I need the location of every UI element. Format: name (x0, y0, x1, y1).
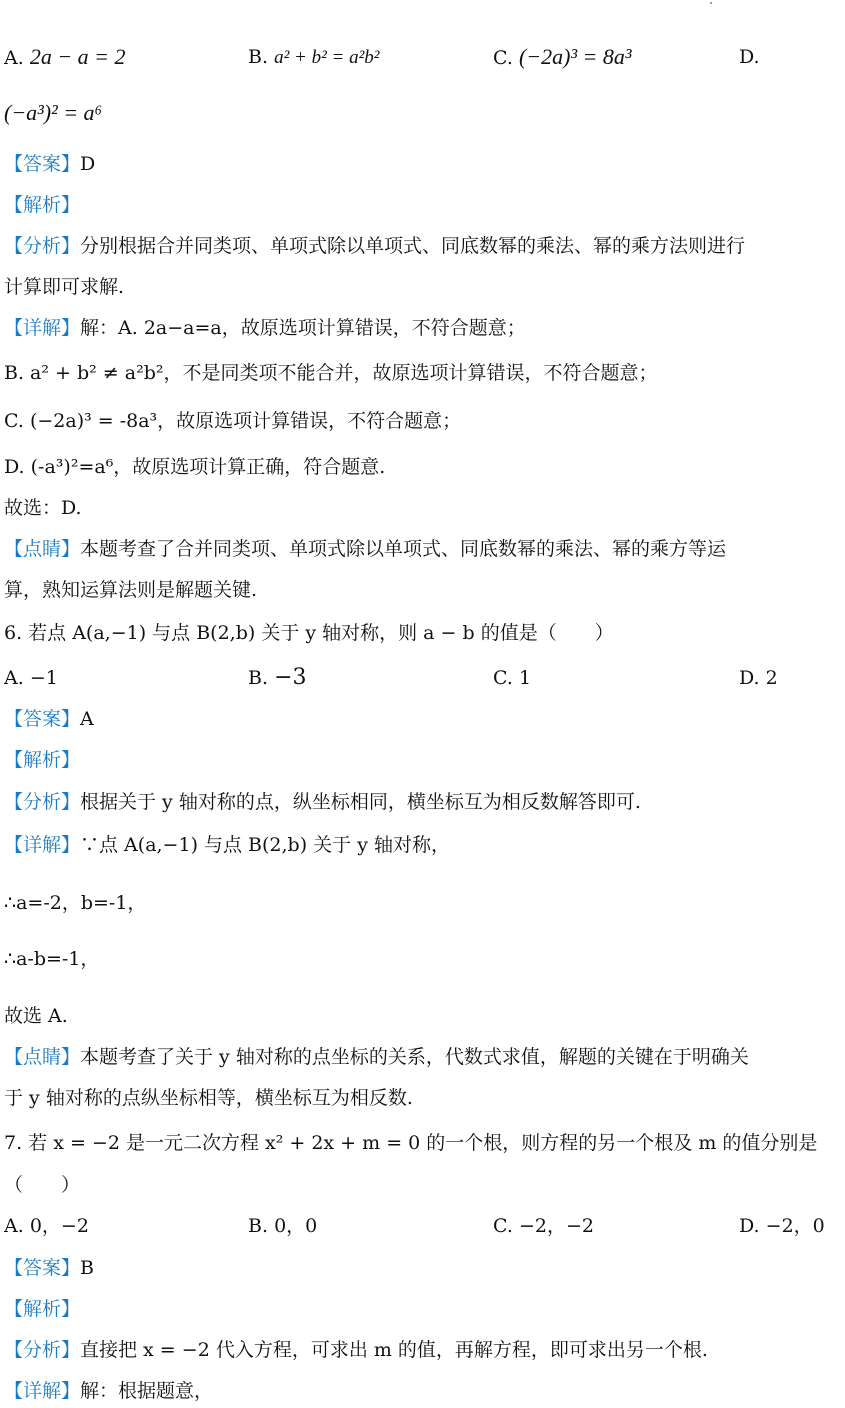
answer-tag: 【答案】 (4, 708, 81, 730)
xiangjie-tag: 【详解】 (4, 834, 81, 856)
q5-xiangjie: 【详解】解：A. 2a−a=a，故原选项计算错误，不符合题意； (4, 317, 526, 339)
q6-option-c[interactable]: C. 1 (493, 667, 532, 689)
q6-choice: 故选 A. (4, 1005, 68, 1027)
xiangjie-tag: 【详解】 (4, 1380, 81, 1402)
q5-analysis-tag: 【解析】 (4, 194, 81, 216)
fenxi-tag: 【分析】 (4, 1339, 81, 1361)
q5-fenxi-cont: 计算即可求解. (4, 276, 125, 298)
q7-stem: 7. 若 x = −2 是一元二次方程 x² + 2x + m = 0 的一个根，则方程的另一个根及 m 的值分别是 (4, 1132, 818, 1154)
q6-step2: ∴a-b=-1， (4, 948, 100, 970)
scan-speck (710, 2, 712, 4)
q5-choice: 故选：D. (4, 497, 82, 519)
fenxi-tag: 【分析】 (4, 235, 81, 257)
answer-tag: 【答案】 (4, 1257, 81, 1279)
q7-fenxi: 【分析】直接把 x = −2 代入方程，可求出 m 的值，再解方程，即可求出另一个根. (4, 1339, 708, 1361)
q7-option-d[interactable]: D. −2，0 (739, 1215, 825, 1237)
q7-stem-cont: （ ） (4, 1174, 81, 1196)
q6-stem: 6. 若点 A(a,−1) 与点 B(2,b) 关于 y 轴对称，则 a − b 的值是（ ） (4, 622, 614, 644)
q5-answer: 【答案】D (4, 153, 96, 175)
q6-analysis-tag: 【解析】 (4, 749, 81, 771)
q5-line-b: B. a² + b² ≠ a²b²，不是同类项不能合并，故原选项计算错误，不符合题意； (4, 362, 658, 384)
q7-option-a[interactable]: A. 0，−2 (4, 1215, 89, 1237)
dianjing-tag: 【点睛】 (4, 538, 81, 560)
q5-line-c: C. (−2a)³ = -8a³，故原选项计算错误，不符合题意； (4, 410, 462, 432)
q6-dianjing: 【点睛】本题考查了关于 y 轴对称的点坐标的关系，代数式求值，解题的关键在于明确关 (4, 1046, 749, 1068)
q6-step1: ∴a=-2，b=-1， (4, 892, 147, 914)
q5-option-a[interactable]: A. 2a − a = 2 (4, 44, 126, 69)
q7-answer: 【答案】B (4, 1257, 94, 1279)
q7-option-b[interactable]: B. 0，0 (248, 1215, 318, 1237)
q5-line-d: D. (-a³)²=a⁶，故原选项计算正确，符合题意. (4, 456, 386, 478)
q5-option-c[interactable]: C. (−2a)³ = 8a³ (493, 44, 632, 69)
q5-dianjing-cont: 算，熟知运算法则是解题关键. (4, 579, 258, 601)
q6-option-d[interactable]: D. 2 (739, 667, 778, 689)
q7-option-c[interactable]: C. −2，−2 (493, 1215, 594, 1237)
q5-option-b[interactable]: B. a² + b² = a²b² (248, 46, 380, 68)
q6-answer: 【答案】A (4, 708, 94, 730)
answer-tag: 【答案】 (4, 153, 81, 175)
q5-option-d[interactable]: D. (739, 46, 760, 68)
q6-option-a[interactable]: A. −1 (4, 667, 58, 689)
xiangjie-tag: 【详解】 (4, 317, 81, 339)
q7-analysis-tag: 【解析】 (4, 1298, 81, 1320)
fenxi-tag: 【分析】 (4, 791, 81, 813)
q6-option-b[interactable]: B. −3 (248, 665, 307, 690)
q7-xiangjie: 【详解】解：根据题意， (4, 1380, 214, 1402)
q6-xiangjie: 【详解】∵点 A(a,−1) 与点 B(2,b) 关于 y 轴对称， (4, 834, 450, 856)
q5-dianjing: 【点睛】本题考查了合并同类项、单项式除以单项式、同底数幂的乘法、幂的乘方等运 (4, 538, 727, 560)
q5-option-d-expression: (−a³)² = a⁶ (4, 100, 103, 125)
q6-fenxi: 【分析】根据关于 y 轴对称的点，纵坐标相同，横坐标互为相反数解答即可. (4, 791, 641, 813)
q6-dianjing-cont: 于 y 轴对称的点纵坐标相等，横坐标互为相反数. (4, 1087, 413, 1109)
dianjing-tag: 【点睛】 (4, 1046, 81, 1068)
q5-fenxi: 【分析】分别根据合并同类项、单项式除以单项式、同底数幂的乘法、幂的乘方法则进行 (4, 235, 746, 257)
